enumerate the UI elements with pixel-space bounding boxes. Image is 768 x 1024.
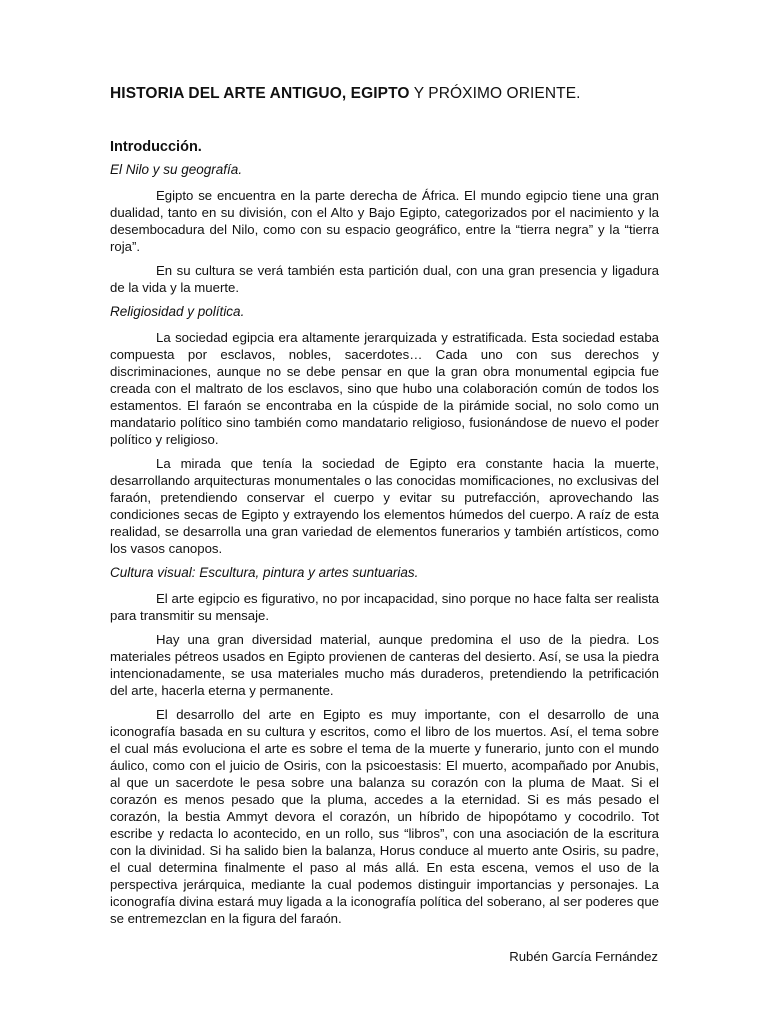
paragraph: El desarrollo del arte en Egipto es muy importante, con el desarrollo de una iconografía basada en su cultura y escritos, como el libro de los muertos. Así, el tema sobre el cual más evoluciona el arte es sobre el tema de la muerte y funerario, junto con el mundo áulico, como con el juicio de Osiris, con la psicoestasis: El muerto, acompañado por Anubis, al que un sacerdote le pesa sobre una balanza su corazón con la pluma de Maat. Si el corazón es menos pesado que la pluma, accedes a la eternidad. Si es más pesado el corazón, la bestia Ammyt devora el corazón, un híbrido de hipopótamo y cocodrilo. Tot escribe y redacta lo acontecido, en un rollo, sus “libros”, con una asociación de la escritura con la divinidad. Si ha salido bien la balanza, Horus conduce al muerto ante Osiris, su padre, el cual determina finalmente el paso al más allá. En esta escena, vemos el uso de la perspectiva jerárquica, mediante la cual podemos distinguir importancias y personajes. La iconografía divina estará muy ligada a la iconografía política del soberano, al ser poderes que se entremezclan en la figura del faraón. (110, 707, 659, 926)
section-heading: Religiosidad y política. (110, 304, 245, 319)
section-nilo (110, 161, 659, 296)
document-body (110, 138, 659, 934)
section-cultura-visual (110, 564, 659, 927)
paragraph: El arte egipcio es figurativo, no por incapacidad, sino porque no hace falta ser realista para transmitir su mensaje. (110, 591, 659, 623)
paragraph: La sociedad egipcia era altamente jerarquizada y estratificada. Esta sociedad estaba compuesta por esclavos, nobles, sacerdotes… Cada uno con sus derechos y discriminaciones, aunque no se debe pensar en que la gran obra monumental egipcia fue creada con el maltrato de los esclavos, sino que hubo una colaboración común de todos los estamentos. El faraón se encontraba en la cúspide de la pirámide social, no solo como un mandatario político sino también como mandatario religioso, fusionándose de nuevo el poder político y religioso. (110, 330, 659, 447)
document-title-bold: HISTORIA DEL ARTE ANTIGUO, EGIPTO (110, 85, 410, 102)
paragraph: Hay una gran diversidad material, aunque predomina el uso de la piedra. Los materiales pétreos usados en Egipto provienen de canteras del desierto. Así, se usa la piedra intencionadamente, se usa materiales mucho más duraderos, pretendiendo la petrificación del arte, hacerla eterna y permanente. (110, 632, 659, 698)
section-heading: El Nilo y su geografía. (110, 162, 243, 177)
document-title (110, 85, 581, 103)
intro-heading: Introducción. (110, 139, 202, 155)
paragraph: La mirada que tenía la sociedad de Egipto era constante hacia la muerte, desarrollando arquitecturas monumentales o las conocidas momificaciones, no exclusivas del faraón, pretendiendo conservar el cuerpo y evitar su putrefacción, aprovechando las condiciones secas de Egipto y extrayendo los elementos húmedos del cuerpo. A raíz de esta realidad, se desarrolla una gran variedad de elementos funerarios y también artísticos, como los vasos canopos. (110, 456, 659, 556)
section-heading: Cultura visual: Escultura, pintura y artes suntuarias. (110, 565, 419, 580)
section-religiosidad (110, 303, 659, 557)
paragraph: En su cultura se verá también esta partición dual, con una gran presencia y ligadura de la vida y la muerte. (110, 263, 659, 295)
paragraph: Egipto se encuentra en la parte derecha de África. El mundo egipcio tiene una gran dualidad, tanto en su división, con el Alto y Bajo Egipto, categorizados por el nacimiento y la desembocadura del Nilo, como con su espacio geográfico, entre la “tierra negra” y la “tierra roja”. (110, 188, 659, 254)
author-signature: Rubén García Fernández (509, 949, 658, 964)
document-title-rest: Y PRÓXIMO ORIENTE. (409, 85, 581, 102)
